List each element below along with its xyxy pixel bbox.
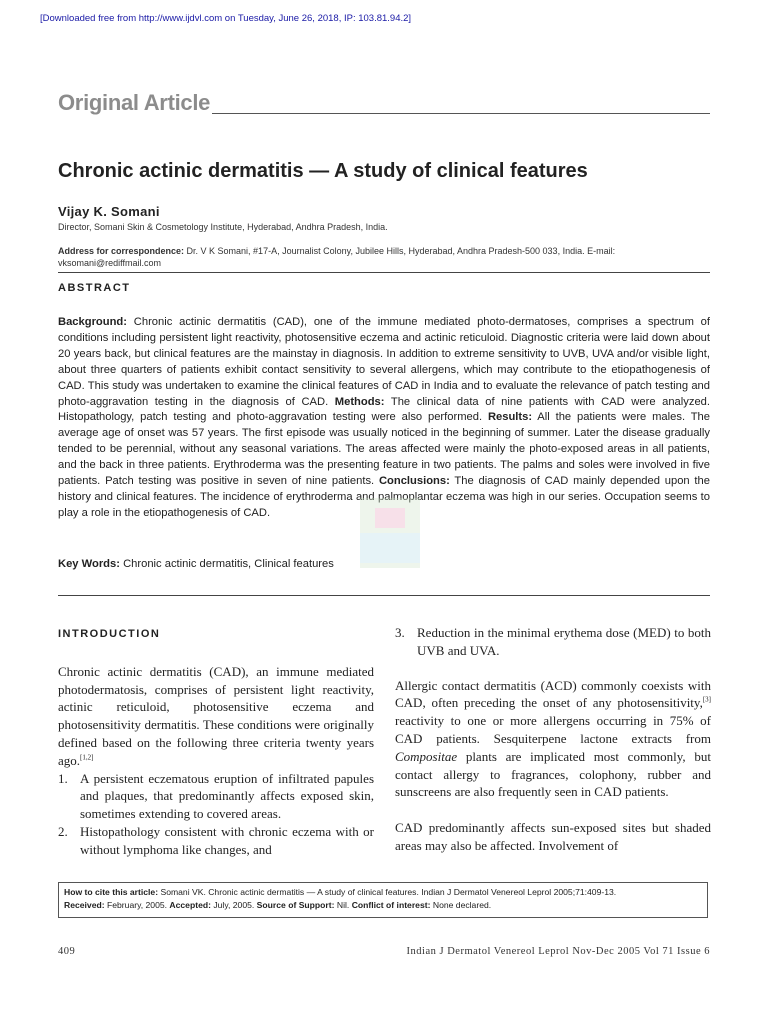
intro-paragraph-1 [58, 663, 374, 770]
accepted-text: July, 2005. [210, 899, 257, 910]
keywords-text: Chronic actinic dermatitis, Clinical features [119, 558, 334, 570]
abstract-top-rule [58, 272, 710, 273]
correspondence-address [58, 246, 710, 269]
intro-p2-text-b: reactivity to one or more allergens occurring in 75% of CAD patients. Sesquiterpene lactone extracts from [395, 713, 711, 746]
abstract-bottom-rule [58, 595, 710, 596]
author-affiliation: Director, Somani Skin & Cosmetology Institute, Hyderabad, Andhra Pradesh, India. [58, 222, 388, 232]
criteria-number: 1. [58, 770, 68, 786]
section-label: Original Article [58, 90, 211, 115]
conflict-text: None declared. [430, 899, 492, 910]
criteria-text: Histopathology consistent with chronic eczema with or without lymphoma like changes, and [80, 823, 374, 857]
intro-p2-text-a: Allergic contact dermatitis (ACD) commonly coexists with CAD, often preceding the onset of any photosensitivity, [395, 677, 711, 711]
journal-footer: Indian J Dermatol Venereol Leprol Nov-Dec 2005 Vol 71 Issue 6 [406, 946, 710, 957]
methods-label: Methods: [334, 395, 385, 408]
abstract-heading: ABSTRACT [58, 282, 131, 294]
submission-info [64, 899, 702, 912]
right-column [395, 624, 711, 855]
background-text: Chronic actinic dermatitis (CAD), one of the immune mediated photo-dermatoses, comprises a spectrum of conditions including persistent light reactivity, photosensitive eczema and actinic reticuloid. Diagnostic criteria were laid down about 20 years back, but clinical features are the mainstay in diagnosis. In addition to extreme sensitivity to UVB, UVA and/or visible light, about three quarters of patients exhibit contact sensitivity to several allergens, which may contribute to the etiopathogenesis of CAD. This study was undertaken to examine the clinical features of CAD in India and to evaluate the relevance of patch testing and photo-aggravation testing in the diagnosis of CAD. [58, 316, 710, 408]
reference-1-2[interactable]: [1,2] [80, 753, 94, 762]
key-words [58, 558, 334, 570]
reference-3[interactable]: [3] [702, 696, 711, 705]
intro-p1-text: Chronic actinic dermatitis (CAD), an immune mediated photodermatosis, comprises of persistent light reactivity, actinic reticuloid, photosensitive eczema and photosensitivity dermatitis. These conditions were originally defined based on the following three criteria twenty years ago. [58, 663, 374, 768]
author-name: Vijay K. Somani [58, 204, 160, 219]
section-rule [212, 113, 710, 114]
left-column [58, 624, 374, 859]
criteria-text: Reduction in the minimal erythema dose (MED) to both UVB and UVA. [417, 625, 711, 658]
how-to-cite-text: Somani VK. Chronic actinic dermatitis — A study of clinical features. Indian J Dermatol Venereol Leprol 2005;71:409-13. [158, 887, 617, 897]
citation-box [58, 882, 708, 918]
address-label: Address for correspondence: [58, 246, 185, 256]
criteria-list-continued [395, 624, 711, 660]
criteria-number: 2. [58, 823, 68, 839]
conclusions-text: The diagnosis of CAD mainly depended upon the history and clinical features. The incidence of erythroderma and palmoplantar eczema was high in our series. Occupation seems to play a role in the etiopathogenesis of CAD. [58, 475, 710, 519]
criteria-list [58, 770, 374, 859]
section-heading [58, 90, 710, 116]
introduction-heading: INTRODUCTION [58, 628, 161, 640]
conclusions-label: Conclusions: [378, 475, 450, 488]
keywords-label: Key Words: [58, 558, 120, 570]
article-title: Chronic actinic dermatitis — A study of clinical features [58, 160, 588, 182]
results-text: All the patients were males. The average age of onset was 57 years. The first episode was usually noticed in the beginning of summer. Later the disease gradually tended to be perennial, without any seasonal variations. The areas affected were mainly the photo-exposed areas in all patients, and the back in three patients. Erythroderma was the presenting feature in two patients. The palms and soles were involved in five patients. Patch testing was positive in seven of nine patients. [58, 411, 710, 488]
conflict-label: Conflict of interest: [351, 899, 431, 910]
how-to-cite-label: How to cite this article: [64, 887, 159, 897]
support-label: Source of Support: [256, 899, 335, 910]
support-text: Nil. [334, 899, 352, 910]
how-to-cite [64, 886, 702, 899]
accepted-label: Accepted: [169, 899, 211, 910]
intro-paragraph-3: CAD predominantly affects sun-exposed sites but shaded areas may also be affected. Involvement of [395, 820, 711, 853]
address-text: Dr. V K Somani, #17-A, Journalist Colony, Jubilee Hills, Hyderabad, Andhra Pradesh-500 033, India. E-mail: vksomani@rediffmail.com [58, 246, 616, 268]
received-label: Received: [64, 899, 105, 910]
received-text: February, 2005. [104, 899, 170, 910]
watermark-logo [330, 488, 450, 578]
list-item [58, 770, 374, 823]
list-item [395, 624, 711, 660]
results-label: Results: [487, 411, 533, 424]
intro-p2-text-c: plants are implicated most commonly, but contact allergy to fragrances, colophony, rubber and sunscreens are also frequently seen in CAD patients. [395, 748, 711, 800]
criteria-text: A persistent eczematous eruption of infiltrated papules and plaques, that predominantly affects exposed skin, sometimes extending to covered areas. [80, 770, 374, 822]
intro-paragraph-2 [395, 677, 711, 802]
background-label: Background: [58, 316, 127, 328]
download-note: [Downloaded free from http://www.ijdvl.com on Tuesday, June 26, 2018, IP: 103.81.94.2] [40, 13, 412, 24]
intro-p2-italic: Compositae [395, 748, 458, 764]
methods-text: The clinical data of nine patients with CAD were analyzed. Histopathology, patch testing and photo-aggravation testing were also performed. [58, 395, 711, 424]
list-item [58, 823, 374, 859]
criteria-number: 3. [395, 625, 405, 640]
page-number: 409 [58, 946, 76, 957]
